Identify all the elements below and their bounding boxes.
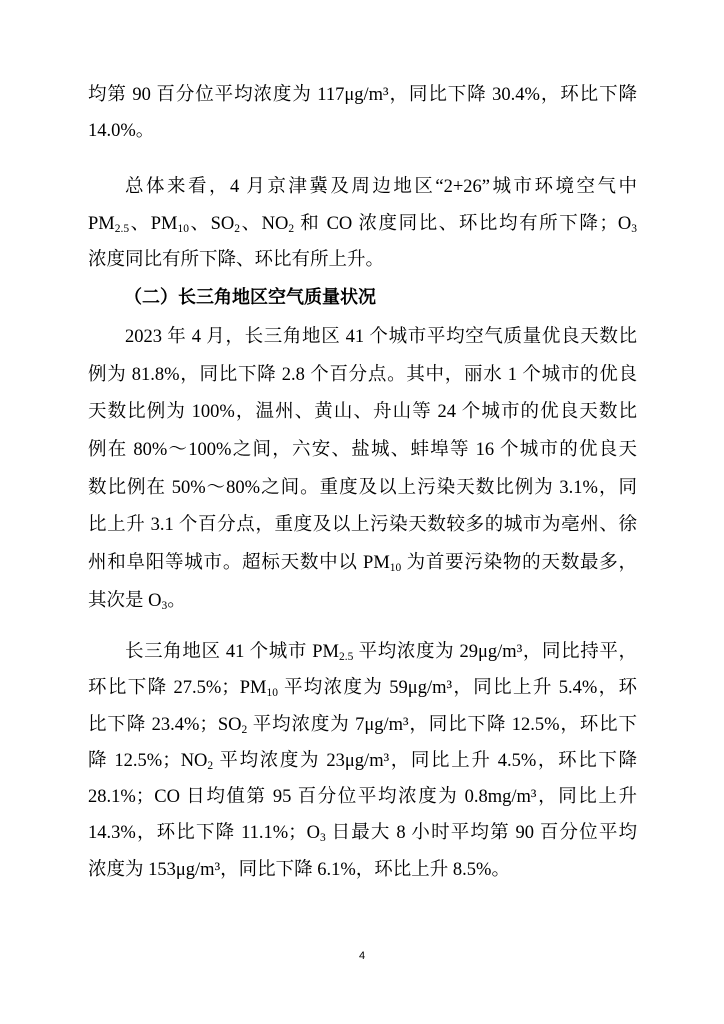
- text-line: [88, 779, 637, 815]
- text-segment: 28.1%；CO 日均值第 95 百分位平均浓度为 0.8mg/m³，同比上升: [88, 787, 637, 808]
- text-line: [88, 432, 637, 470]
- text-segment: 平均浓度为 23μg/m³，同比上升 4.5%，环比下降: [213, 750, 637, 771]
- subscript: 2.5: [114, 222, 130, 235]
- text-segment: 总体来看，4 月京津冀及周边地区“2+26”城市环境空气中: [125, 177, 637, 197]
- text-line: [88, 707, 637, 743]
- text-line: [88, 743, 637, 779]
- subscript: 10: [177, 222, 189, 235]
- subscript: 10: [389, 562, 402, 575]
- text-segment: 例为 81.8%，同比下降 2.8 个百分点。其中，丽水 1 个城市的优良: [88, 364, 637, 385]
- text-segment: 环比下降 27.5%；PM: [88, 678, 267, 699]
- subscript: 2: [288, 222, 295, 235]
- paragraph-summary: [88, 169, 637, 279]
- text-line: [88, 583, 637, 621]
- text-segment: PM: [88, 213, 115, 234]
- text-line: [88, 507, 637, 545]
- subscript: 3: [631, 222, 637, 235]
- text-segment: 浓度同比有所下降、环比有所上升。: [88, 250, 385, 270]
- text-segment: 比上升 3.1 个百分点，重度及以上污染天数较多的城市为亳州、徐: [88, 515, 637, 536]
- text-segment: 14.0%。: [88, 121, 155, 141]
- text-segment: 日最大 8 小时平均第 90 百分位平均: [325, 823, 637, 844]
- section-heading: （二）长三角地区空气质量状况: [124, 287, 376, 307]
- subscript: 2: [207, 760, 214, 773]
- text-segment: 。: [167, 590, 186, 611]
- text-segment: 州和阜阳等城市。超标天数中以 PM: [88, 553, 390, 574]
- text-segment: 均第 90 百分位平均浓度为 117μg/m³，同比下降 30.4%，环比下降: [88, 85, 637, 105]
- text-line: [88, 815, 637, 851]
- text-segment: 平均浓度为 7μg/m³，同比下降 12.5%，环比下: [247, 714, 637, 735]
- subscript: 2.5: [339, 651, 354, 664]
- text-line: [88, 852, 637, 888]
- text-segment: 、NO: [240, 213, 289, 234]
- subscript: 2: [234, 222, 240, 235]
- text-segment: 14.3%，环比下降 11.1%；O: [88, 823, 321, 844]
- text-segment: 数比例在 50%～80%之间。重度及以上污染天数比例为 3.1%，同: [88, 477, 637, 498]
- text-line: [88, 206, 637, 243]
- text-segment: 平均浓度为 59μg/m³，同比上升 5.4%，环: [277, 678, 637, 699]
- text-segment: 例在 80%～100%之间，六安、盐城、蚌埠等 16 个城市的优良天: [88, 440, 637, 461]
- paragraph-air-quality-days: [88, 319, 637, 621]
- text-line: [88, 634, 637, 670]
- page-number: 4: [358, 950, 366, 962]
- text-line: [88, 169, 637, 206]
- text-line: [88, 319, 637, 357]
- text-line: [88, 242, 637, 279]
- text-segment: 平均浓度为 29μg/m³，同比持平，: [353, 642, 637, 662]
- paragraph-pollutant-concentrations: [88, 634, 637, 888]
- subscript: 3: [161, 600, 168, 613]
- text-segment: 为首要污染物的天数最多，: [401, 553, 637, 574]
- paragraph-continuation: [88, 77, 637, 149]
- subscript: 3: [320, 832, 326, 845]
- text-segment: 、SO: [188, 213, 235, 234]
- text-line: [88, 357, 637, 395]
- text-line: [88, 470, 637, 508]
- text-segment: 天数比例为 100%，温州、黄山、舟山等 24 个城市的优良天数比: [88, 402, 637, 423]
- subscript: 2: [241, 723, 248, 736]
- text-segment: 其次是 O: [88, 590, 162, 611]
- text-segment: 浓度为 153μg/m³，同比下降 6.1%，环比上升 8.5%。: [88, 859, 510, 880]
- text-segment: 降 12.5%；NO: [88, 750, 208, 771]
- text-segment: 长三角地区 41 个城市 PM: [125, 642, 340, 662]
- text-line: [88, 394, 637, 432]
- text-segment: 2023 年 4 月，长三角地区 41 个城市平均空气质量优良天数比: [125, 327, 637, 347]
- text-line: [88, 77, 637, 113]
- text-segment: 、PM: [129, 213, 178, 234]
- text-line: [88, 670, 637, 706]
- text-segment: 比下降 23.4%；SO: [88, 714, 242, 735]
- subscript: 10: [266, 687, 278, 700]
- text-line: [88, 113, 637, 149]
- text-line: [88, 545, 637, 583]
- text-segment: 和 CO 浓度同比、环比均有所下降；O: [294, 213, 632, 234]
